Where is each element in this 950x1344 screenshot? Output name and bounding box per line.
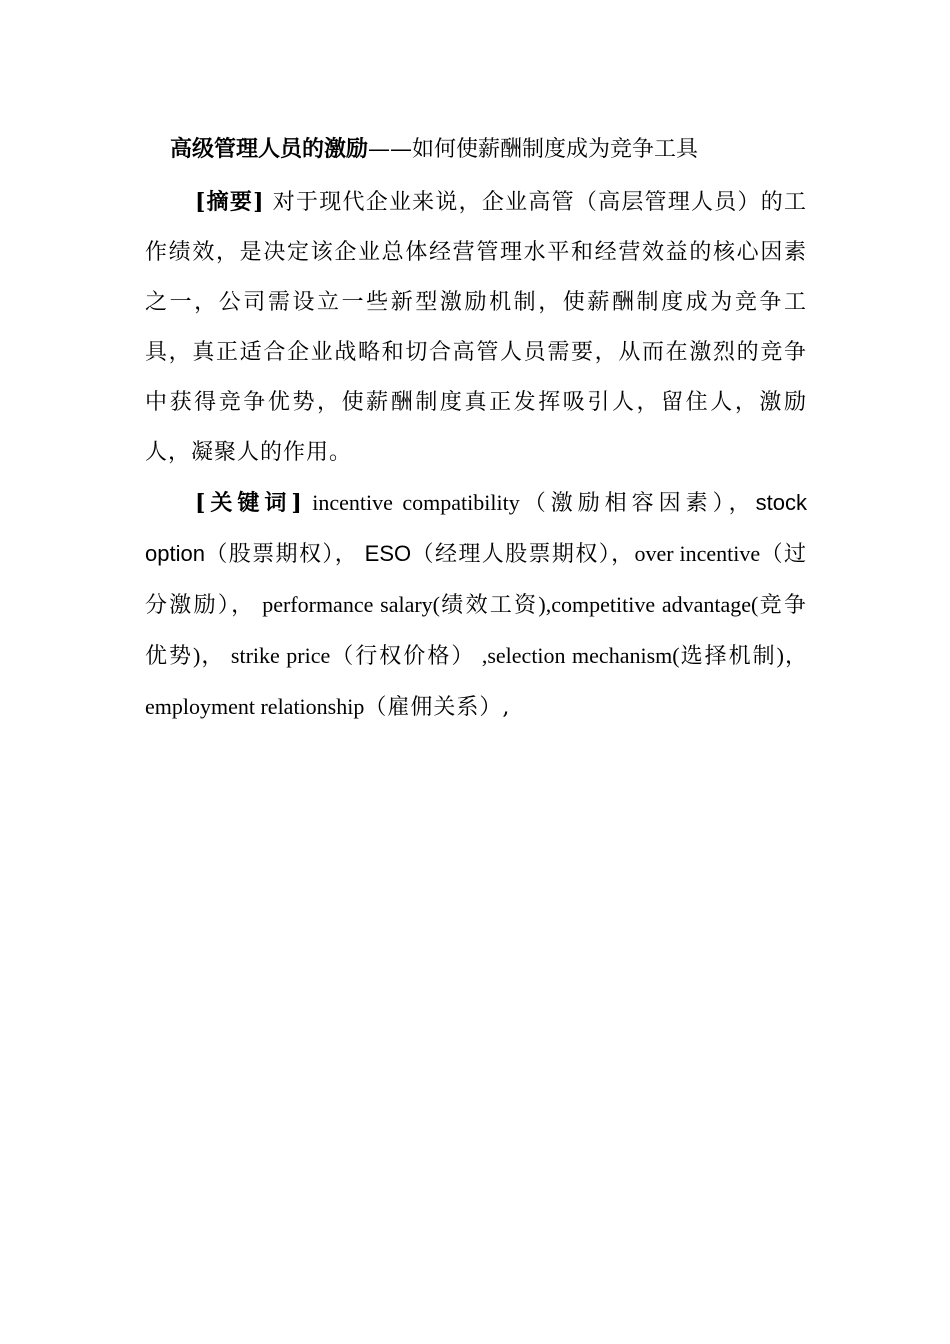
keyword-en: stock option [145, 490, 807, 566]
keyword-en: performance salary( [255, 592, 440, 617]
keyword-zh: 绩效工资 [440, 593, 539, 618]
keyword-en: ,selection mechanism( [475, 643, 680, 668]
keyword-zh: （雇佣关系）, [364, 695, 511, 720]
title-main: 高级管理人员的激励 [170, 136, 369, 162]
keywords-paragraph [145, 478, 807, 733]
keyword-zh: （经理人股票期权）， [411, 542, 635, 567]
keywords-label: [关键词] [195, 490, 303, 516]
keyword-en: competitive advantage( [551, 592, 759, 617]
keyword-en: incentive compatibility [302, 490, 520, 515]
keyword-zh: （股票期权）， [204, 542, 359, 567]
keyword-zh: 竞争优势 [145, 593, 807, 669]
keyword-zh: （行权价格） [330, 644, 476, 669]
document-page [145, 128, 807, 733]
keyword-zh: 选择机制 [679, 644, 777, 669]
keyword-en: strike price [224, 643, 331, 668]
keyword-en: employment relationship [145, 694, 365, 719]
keyword-en: over incentive [634, 541, 761, 566]
keyword-tail: ), [538, 592, 552, 617]
abstract-text: 对于现代企业来说，企业高管（高层管理人员）的工作绩效，是决定该企业总体经营管理水平和经营效益的核心因素之一，公司需设立一些新型激励机制，使薪酬制度成为竞争工具，真正适合企业战略和切合高管人员需要，从而在激烈的竞争中获得竞争优势，使薪酬制度真正发挥吸引人，留住人，激励人，凝聚人的作用。 [145, 190, 807, 465]
keyword-zh: （过分激励）， [145, 542, 807, 618]
keyword-tail: )， [776, 643, 807, 668]
keyword-zh: （激励相容因素）， [519, 491, 756, 516]
abstract-label: [摘要] [195, 189, 265, 215]
title-subtitle: ——如何使薪酬制度成为竞争工具 [368, 137, 699, 162]
keyword-tail: )， [193, 643, 225, 668]
abstract-paragraph [145, 177, 807, 478]
keyword-en: ESO [358, 541, 412, 566]
document-title [145, 128, 807, 171]
